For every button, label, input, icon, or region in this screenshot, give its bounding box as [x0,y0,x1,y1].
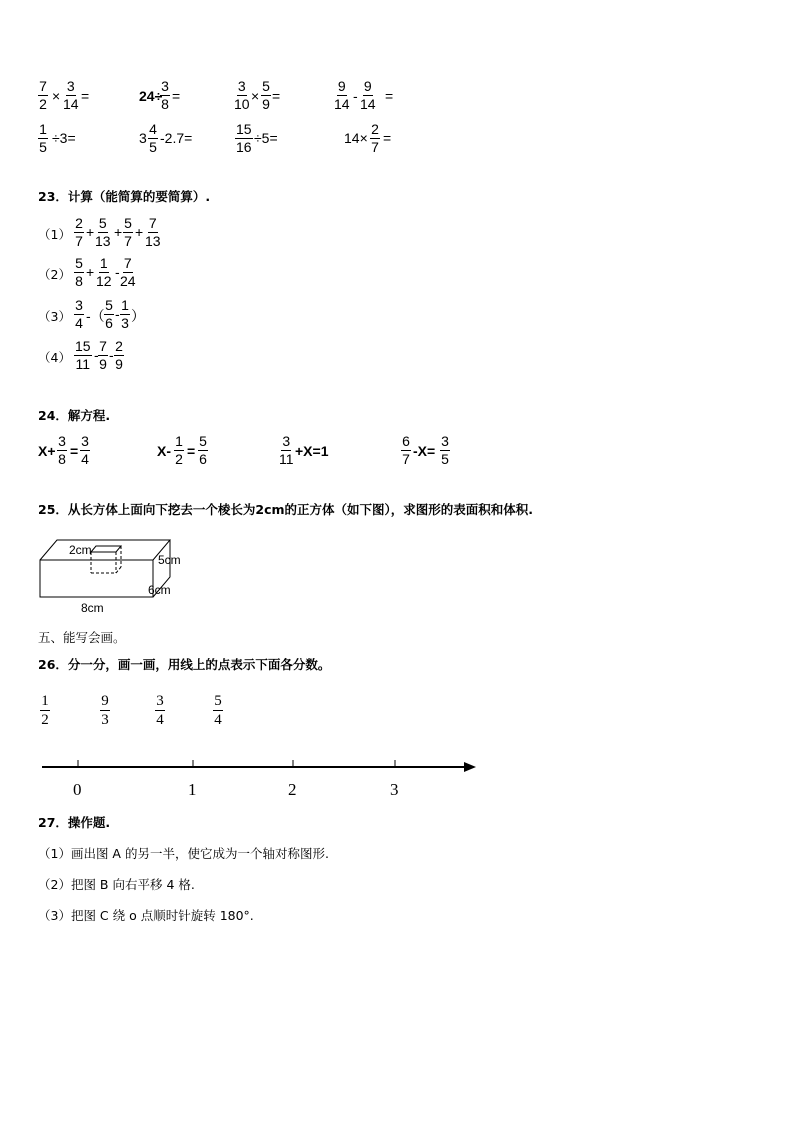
equation-lead: X+ [38,443,56,459]
fraction: $\frac{3}{4}$ [75,297,83,331]
fraction: $\frac{9}{14}$ [334,78,350,112]
task-item: （1）画出图 A 的另一半，使它成为一个轴对称图形. [38,846,329,861]
fraction: $\frac{7}{9}$ [99,338,107,372]
question-26-title: 26．分一分，画一画，用线上的点表示下面各分数。 [38,657,331,672]
fraction: $\frac{3}{4}$ [156,693,164,728]
operator: - [115,264,120,280]
item-label: （4） [38,350,71,365]
expression-tail: ÷3= [52,130,76,146]
fraction: $\frac{5}{9}$ [262,78,270,112]
equals: = [383,130,392,146]
equals: = [187,443,196,459]
operator: - [109,347,114,363]
fraction: $\frac{2}{7}$ [75,215,83,249]
fraction: $\frac{1}{2}$ [175,433,183,467]
equals: = [272,88,281,104]
item-label: （2） [38,267,71,282]
section-5-title: 五、能写会画。 [38,630,126,645]
operator: × [251,88,260,104]
fraction: $\frac{7}{13}$ [145,215,161,249]
tick-label: 0 [73,780,82,799]
fraction: $\frac{1}{5}$ [39,121,47,155]
equation-mid: -X= [413,443,436,459]
fraction: $\frac{7}{24}$ [120,255,136,289]
operator: + [114,224,123,240]
item-label: （3） [38,309,71,324]
fraction: $\frac{3}{8}$ [58,433,66,467]
operator: -（ [86,308,105,324]
equals: = [385,88,394,104]
equation-tail: +X=1 [295,443,329,459]
length-label: 8cm [81,601,104,615]
tick-label: 2 [288,780,297,799]
fraction: $\frac{5}{13}$ [95,215,111,249]
fraction: $\frac{3}{14}$ [63,78,79,112]
tick-label: 1 [188,780,197,799]
operator: - [353,88,358,104]
fraction: $\frac{5}{6}$ [105,297,113,331]
question-23-title: 23．计算（能简算的要简算）. [38,189,211,204]
tick-label: 3 [390,780,399,799]
fraction: $\frac{3}{10}$ [234,78,250,112]
cube-edge-label: 2cm [69,543,92,557]
expression-lead: 24÷ [139,88,163,104]
fraction: $\frac{6}{7}$ [402,433,410,467]
fraction: $\frac{2}{9}$ [115,338,123,372]
operator: ） [131,308,145,324]
equation-lead: X- [157,443,171,459]
operator: - [94,347,99,363]
fraction: $\frac{3}{4}$ [81,433,89,467]
fraction: $\frac{15}{16}$ [236,121,252,155]
task-item: （3）把图 C 绕 o 点顺时针旋转 180°. [38,908,254,923]
operator: + [86,224,95,240]
operator: + [86,264,95,280]
expression-lead: 14× [344,130,368,146]
operator: - [115,306,120,322]
fraction: $\frac{5}{7}$ [124,215,132,249]
fraction: $\frac{3}{5}$ [441,433,449,467]
fraction: $\frac{5}{8}$ [75,255,83,289]
fraction: $\frac{3}{11}$ [279,433,294,467]
operator: + [135,224,144,240]
number-line [40,755,480,775]
operator: × [52,88,61,104]
equals: = [70,443,79,459]
height-label: 5cm [158,553,181,567]
fraction: $\frac{3}{8}$ [161,78,169,112]
question-27-title: 27．操作题. [38,815,111,830]
fraction: $\frac{9}{14}$ [360,78,376,112]
fraction: $\frac{5}{4}$ [214,693,222,728]
fraction: $\frac{9}{3}$ [101,693,109,728]
fraction: $\frac{2}{7}$ [371,121,379,155]
fraction: $\frac{1}{12}$ [96,255,112,289]
task-item: （2）把图 B 向右平移 4 格. [38,877,195,892]
depth-label: 6cm [148,583,171,597]
question-24-title: 24．解方程. [38,408,111,423]
cuboid-diagram [36,535,196,615]
expression-tail: -2.7= [160,130,193,146]
fraction: $\frac{4}{5}$ [149,121,157,155]
fraction: $\frac{1}{3}$ [121,297,129,331]
whole-number: 3 [139,130,147,146]
fraction: $\frac{7}{2}$ [39,78,47,112]
equals: = [172,88,181,104]
fraction: $\frac{1}{2}$ [41,693,49,728]
equals: = [81,88,90,104]
item-label: （1） [38,227,71,242]
expression-tail: ÷5= [254,130,278,146]
fraction: $\frac{5}{6}$ [199,433,207,467]
question-25-title: 25．从长方体上面向下挖去一个棱长为2cm的正方体（如下图），求图形的表面积和体积. [38,502,534,517]
fraction: $\frac{15}{11}$ [75,338,91,372]
